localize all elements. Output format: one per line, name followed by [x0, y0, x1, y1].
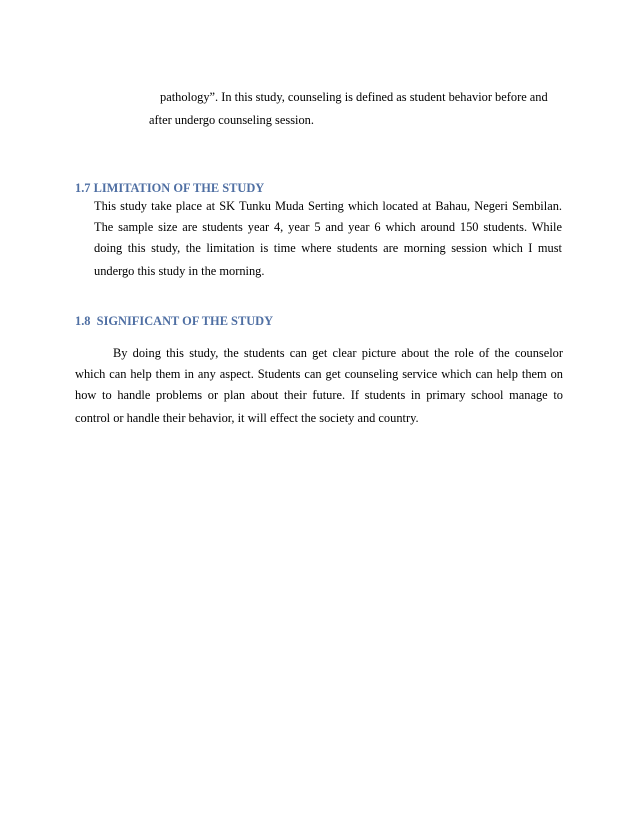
significant-line-3: how to handle problems or plan about their future. If students in primary school manage to [75, 388, 563, 402]
limitation-line-4: undergo this study in the morning. [94, 264, 265, 278]
intro-line-2: after undergo counseling session. [149, 113, 314, 127]
section-heading-significant: 1.8 SIGNIFICANT OF THE STUDY [75, 314, 274, 328]
significant-line-1: By doing this study, the students can get clear picture about the role of the counselor [113, 346, 563, 360]
limitation-line-2: The sample size are students year 4, year 5 and year 6 which around 150 students. While [94, 220, 562, 234]
limitation-line-1: This study take place at SK Tunku Muda Serting which located at Bahau, Negeri Sembilan. [94, 199, 562, 213]
intro-line-1: pathology”. In this study, counseling is defined as student behavior before and [160, 90, 548, 104]
section-heading-limitation: 1.7 LIMITATION OF THE STUDY [75, 181, 265, 195]
significant-line-4: control or handle their behavior, it will effect the society and country. [75, 411, 419, 425]
limitation-line-3: doing this study, the limitation is time where students are morning session which I must [94, 241, 562, 255]
significant-line-2: which can help them in any aspect. Students can get counseling service which can help them on [75, 367, 563, 381]
